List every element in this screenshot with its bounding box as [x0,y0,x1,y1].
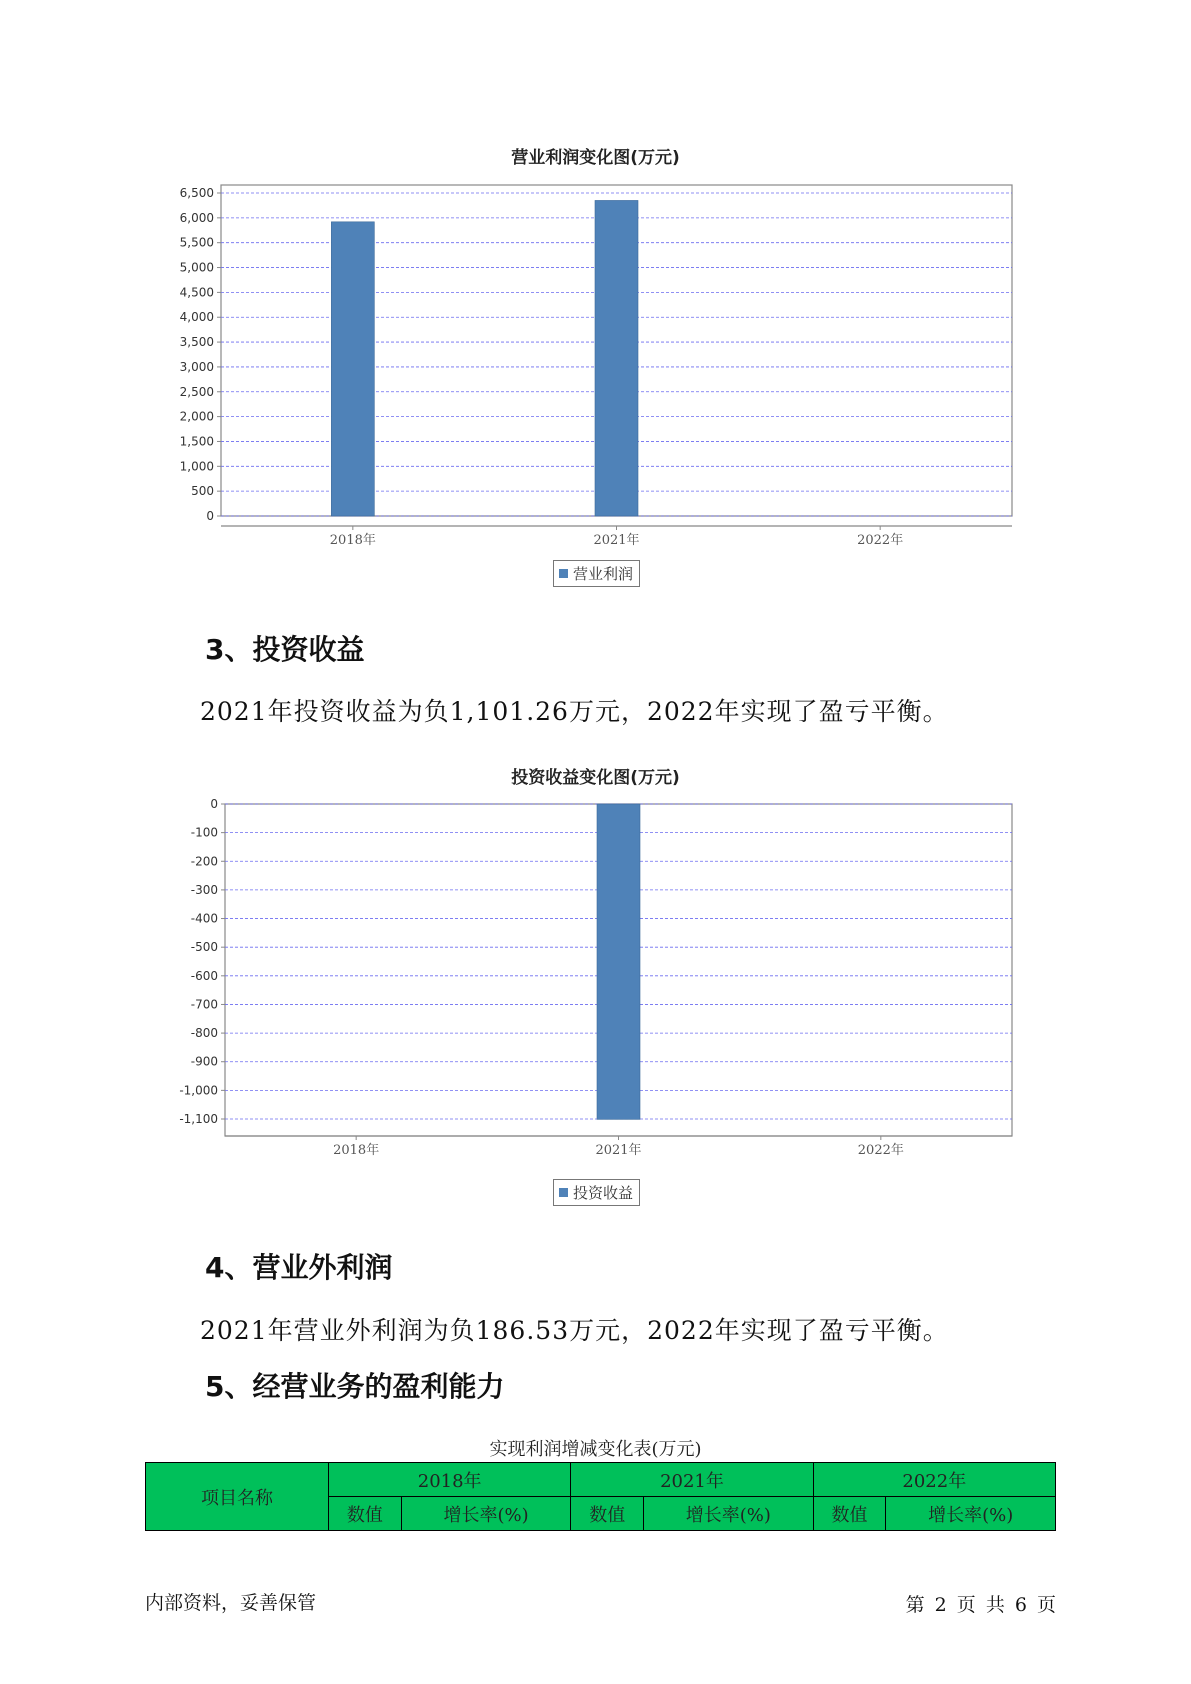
chart1-title: 营业利润变化图(万元) [511,148,680,168]
y-tick-label: -800 [190,1026,218,1041]
y-tick-label: 500 [191,484,214,499]
y-tick-label: 6,500 [179,186,214,200]
y-tick-label: 3,500 [179,335,214,350]
value-subheader: 数值 [329,1497,402,1531]
y-tick-label: 5,000 [179,260,214,275]
bar [597,804,640,1119]
footer-confidential: 内部资料，妥善保管 [145,1592,317,1614]
item-name-header: 项目名称 [146,1463,329,1531]
growth-subheader: 增长率(%) [401,1497,571,1531]
growth-subheader: 增长率(%) [886,1497,1056,1531]
x-tick-label: 2018年 [333,1143,380,1158]
x-tick-label: 2018年 [329,533,376,548]
chart2-title: 投资收益变化图(万元) [511,768,680,788]
growth-subheader: 增长率(%) [644,1497,814,1531]
section3-heading: 3、投资收益 [205,633,365,666]
y-tick-label: -1,100 [179,1112,218,1126]
x-tick-label: 2022年 [857,1143,904,1158]
y-tick-label: 0 [206,509,214,523]
y-tick-label: 1,500 [179,434,214,449]
y-tick-label: 5,500 [179,235,214,250]
y-tick-label: -700 [190,997,218,1012]
y-tick-label: 3,000 [179,359,214,374]
section5-heading: 5、经营业务的盈利能力 [205,1370,505,1403]
chart2-legend-label: 投资收益 [573,1184,634,1202]
x-tick-label: 2021年 [595,1143,642,1158]
section3-text: 2021年投资收益为负1,101.26万元，2022年实现了盈亏平衡。 [200,697,949,726]
year-header: 2018年 [329,1463,571,1497]
y-tick-label: 4,500 [179,285,214,300]
y-tick-label: 2,000 [179,409,214,424]
table-caption: 实现利润增减变化表(万元) [489,1439,702,1460]
x-tick-label: 2022年 [857,533,904,548]
y-tick-label: -500 [190,940,218,955]
footer-page-number: 第 2 页 共 6 页 [905,1594,1056,1616]
y-tick-label: -400 [190,911,218,926]
y-tick-label: 6,000 [179,210,214,225]
legend-swatch-icon [559,1188,568,1197]
section4-text: 2021年营业外利润为负186.53万元，2022年实现了盈亏平衡。 [200,1316,949,1345]
x-tick-label: 2021年 [593,533,640,548]
chart1-legend-label: 营业利润 [573,565,634,583]
value-subheader: 数值 [813,1497,886,1531]
y-tick-label: 2,500 [179,384,214,399]
year-header: 2022年 [813,1463,1055,1497]
profit-change-table [145,1462,1056,1531]
y-tick-label: -1,000 [179,1083,218,1098]
y-tick-label: 1,000 [179,459,214,474]
chart2-legend [553,1179,640,1206]
table-header-row [146,1463,1056,1497]
y-tick-label: -600 [190,968,218,983]
year-header: 2021年 [571,1463,813,1497]
y-tick-label: -900 [190,1054,218,1069]
y-tick-label: -300 [190,882,218,897]
y-tick-label: 0 [210,797,218,811]
y-tick-label: -100 [190,825,218,840]
section4-heading: 4、营业外利润 [205,1251,393,1284]
y-tick-label: 4,000 [179,310,214,325]
value-subheader: 数值 [571,1497,644,1531]
y-tick-label: -200 [190,854,218,869]
